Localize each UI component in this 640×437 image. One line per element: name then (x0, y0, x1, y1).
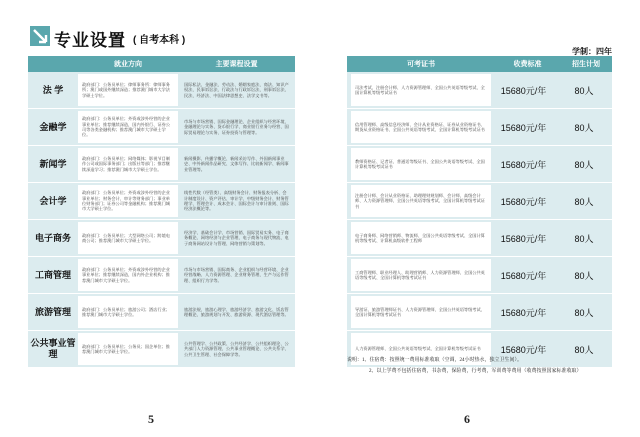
enrollment-plan: 80人 (574, 233, 594, 244)
header-fee: 收费标准 (513, 61, 542, 68)
header-certificates: 可考证书 (407, 61, 435, 68)
tuition-fee: 15680元/年 (500, 122, 547, 133)
table-row (28, 146, 295, 183)
career-direction: 政府部门：公务员单位；旅游公司；酒店行业；推荐澳门城市大学硕士学位。 (78, 296, 178, 328)
table-header (28, 56, 295, 72)
page-number: 6 (464, 412, 470, 426)
enrollment-plan: 80人 (574, 344, 594, 355)
table-header (347, 56, 612, 72)
certificate-list: 导游证、旅游管理师证书、人力资源管理师、全国公共英语等级考试、全国计算机等级考试证书 (351, 296, 491, 328)
major-name: 工商管理 (34, 269, 71, 280)
table-row (28, 220, 295, 257)
table-row (28, 72, 295, 109)
header-plan: 招生计划 (572, 61, 600, 68)
table-row (347, 109, 612, 146)
table-row (28, 183, 295, 220)
career-direction: 政府部门：公务员单位；律师事务所：律师事务所；澳门或国外继续深造；推荐澳门城市大学法学硕士学位。 (78, 74, 178, 106)
enrollment-plan: 80人 (574, 196, 594, 207)
course-list: 新闻摄影、传播学概论、新闻采访写作、外国新闻事业史、中外新闻作品研究、文体写作、比较新闻学、新闻事业管理等。 (184, 155, 289, 172)
page-number: 5 (148, 412, 154, 426)
table-row (28, 294, 295, 331)
right-page (320, 0, 640, 437)
note-line: 2、以上学费不包括住宿费，书杂费，保险费，行考费，军训费等费用（收费按照国家标准收取） (369, 369, 582, 374)
tuition-fee: 15680元/年 (500, 270, 547, 281)
major-name: 新闻学 (39, 158, 67, 169)
arrow-logo-icon (30, 26, 50, 46)
tuition-fee: 15680元/年 (500, 196, 547, 207)
tuition-fee: 15680元/年 (500, 159, 547, 170)
tuition-fee: 15680元/年 (500, 344, 547, 355)
table-row (28, 331, 295, 368)
study-duration: 学制：四年 (572, 47, 612, 56)
major-name: 会计学 (39, 195, 67, 206)
tuition-fee: 15680元/年 (500, 307, 547, 318)
enrollment-plan: 80人 (574, 159, 594, 170)
career-direction: 政府部门：公务员单位；网络媒体；影视节目制作公司或国际事务部门；出版社等部门；推荐继续深造学习；推荐澳门城市大学硕士学位。 (78, 148, 178, 180)
career-direction: 政府部门：公务员单位；大型网络公司；跨境电商公司；推荐澳门城市大学硕士学位。 (78, 222, 178, 254)
table-row (347, 257, 612, 294)
tuition-fee: 15680元/年 (500, 233, 547, 244)
career-direction: 政府部门：公务员单位；外资或涉外经营的企业事业单位；推荐继续深造，国内外银行、证券公司等各类金融机构；推荐澳门城市大学硕士学位。 (78, 111, 178, 143)
certificate-list: 注册会计师、会计从业资格证、助理理财规划师、会计师、高级会计师、人力资源管理师、全国公共英语等级考试、全国计算机等级考试证书 (351, 185, 491, 217)
table-row (347, 220, 612, 257)
course-list: 经济学、基础会计学、市场营销、国际贸易实务、电子商务概论、网络经济与企业管理、电子商务与现代物流、电子商务网站设计与管理、网络营销与策划等。 (184, 229, 289, 246)
majors-table (28, 56, 295, 368)
certificate-list: 信用管理师、高级信息经济师、会计从业资格证、证券从业资格证书、期货从业资格证书、全国公共英语等级考试、全国计算机等级考试证书 (351, 111, 491, 143)
certificate-list: 人力资源管理师、全国公共英语等级考试、全国计算机等级考试证书 (351, 333, 491, 365)
note-line: 说明：1、住宿费：按照统一费用标准收取（空调，24小时热水，独立卫生间）。 (347, 358, 523, 363)
certificate-list: 司法考试、注册会计师、人力资源管理师、全国公共英语等级考试、全国计算机等级考试证书 (351, 74, 491, 106)
certificate-list: 电子商务师、网络营销师、物流师、全国公共英语等级考试、全国计算机等级考试、计算机高级软件工程师 (351, 222, 491, 254)
course-list: 国际私法、金融法、劳动法、婚姻家庭法、商法、知识产权法、民事诉讼法、行政法与行政诉讼法、刑事诉讼法、民法、经济法、中国法律思想史、法学文书等。 (184, 81, 289, 98)
career-direction: 政府部门：公务员单位；外资或涉外经营的企业事业单位；财务会计、审计等财务部门；事业单位财务部门；证券公司等金融机构；推荐澳门城市大学硕士学位。 (78, 185, 178, 217)
course-list: 线性代数（经管类）、高级财务会计、财务报表分析、会计制度设计、资产评估、审计学、中级财务会计、财务管理学、管理会计、成本会计、国际会计与审计准则、国际经济法概论等。 (184, 190, 289, 212)
notes (347, 355, 615, 377)
career-direction: 政府部门：公务员单位；公务员；国企单位；推荐澳门城市大学硕士学位。 (78, 333, 178, 365)
certificate-list: 教师资格证、记者证、普通话等级证书、全国公共英语等级考试、全国计算机等级考试证书 (351, 148, 491, 180)
major-name: 法 学 (42, 84, 64, 95)
major-name: 旅游管理 (34, 306, 71, 317)
course-list: 市场与市场营销、国际金融理论、企业组织与经营环境、金融理论与实务、货币银行学、商业银行业务与经营、国际贸易理论与实务、证券投资与管理等。 (184, 118, 289, 135)
header-blank (28, 56, 78, 72)
major-name: 公共事业管理 (30, 338, 76, 359)
course-list: 旅游法规、旅游心理学、旅游经济学、旅游文化、饭店管理概论、旅游规划与开发、旅游资源、现代酒店管理等。 (184, 306, 289, 317)
table-row (347, 72, 612, 109)
table-row (347, 146, 612, 183)
enrollment-plan: 80人 (574, 307, 594, 318)
tuition-fee: 15680元/年 (500, 85, 547, 96)
enrollment-plan: 80人 (574, 122, 594, 133)
course-list: 公共管理学、公共政策、公共经济学、公共组织理论、公共部门人力资源管理、公共事业管理概论、公共关系学、公共卫生管理、社会保障学等。 (184, 340, 289, 357)
table-row (28, 109, 295, 146)
enrollment-plan: 80人 (574, 85, 594, 96)
major-name: 金融学 (39, 121, 67, 132)
career-direction: 政府部门：公务员单位；外资或涉外经营的企业事业单位；推荐继续深造，国内外企业机构；推荐澳门城市大学硕士学位。 (78, 259, 178, 291)
certificate-list: 工商管理师、职业经理人、助理营销师、人力资源管理师、全国公共英语等级考试、全国计算机等级考试证书 (351, 259, 491, 291)
header-direction: 就业方向 (114, 61, 142, 68)
table-row (347, 294, 612, 331)
page-subtitle: ( 自考本科 ) (133, 35, 186, 46)
page-title: 专业设置 (54, 31, 126, 50)
enrollment-plan: 80人 (574, 270, 594, 281)
major-name: 电子商务 (34, 232, 71, 243)
header-courses: 主要课程设置 (215, 61, 258, 68)
course-list: 市场与市场营销、国际商务、企业组织与经营环境、企业经营战略、人力资源管理、企业财务管理、生产与运作管理、组织行为学等。 (184, 266, 289, 283)
table-row (347, 183, 612, 220)
table-row (28, 257, 295, 294)
fees-table (347, 56, 612, 368)
